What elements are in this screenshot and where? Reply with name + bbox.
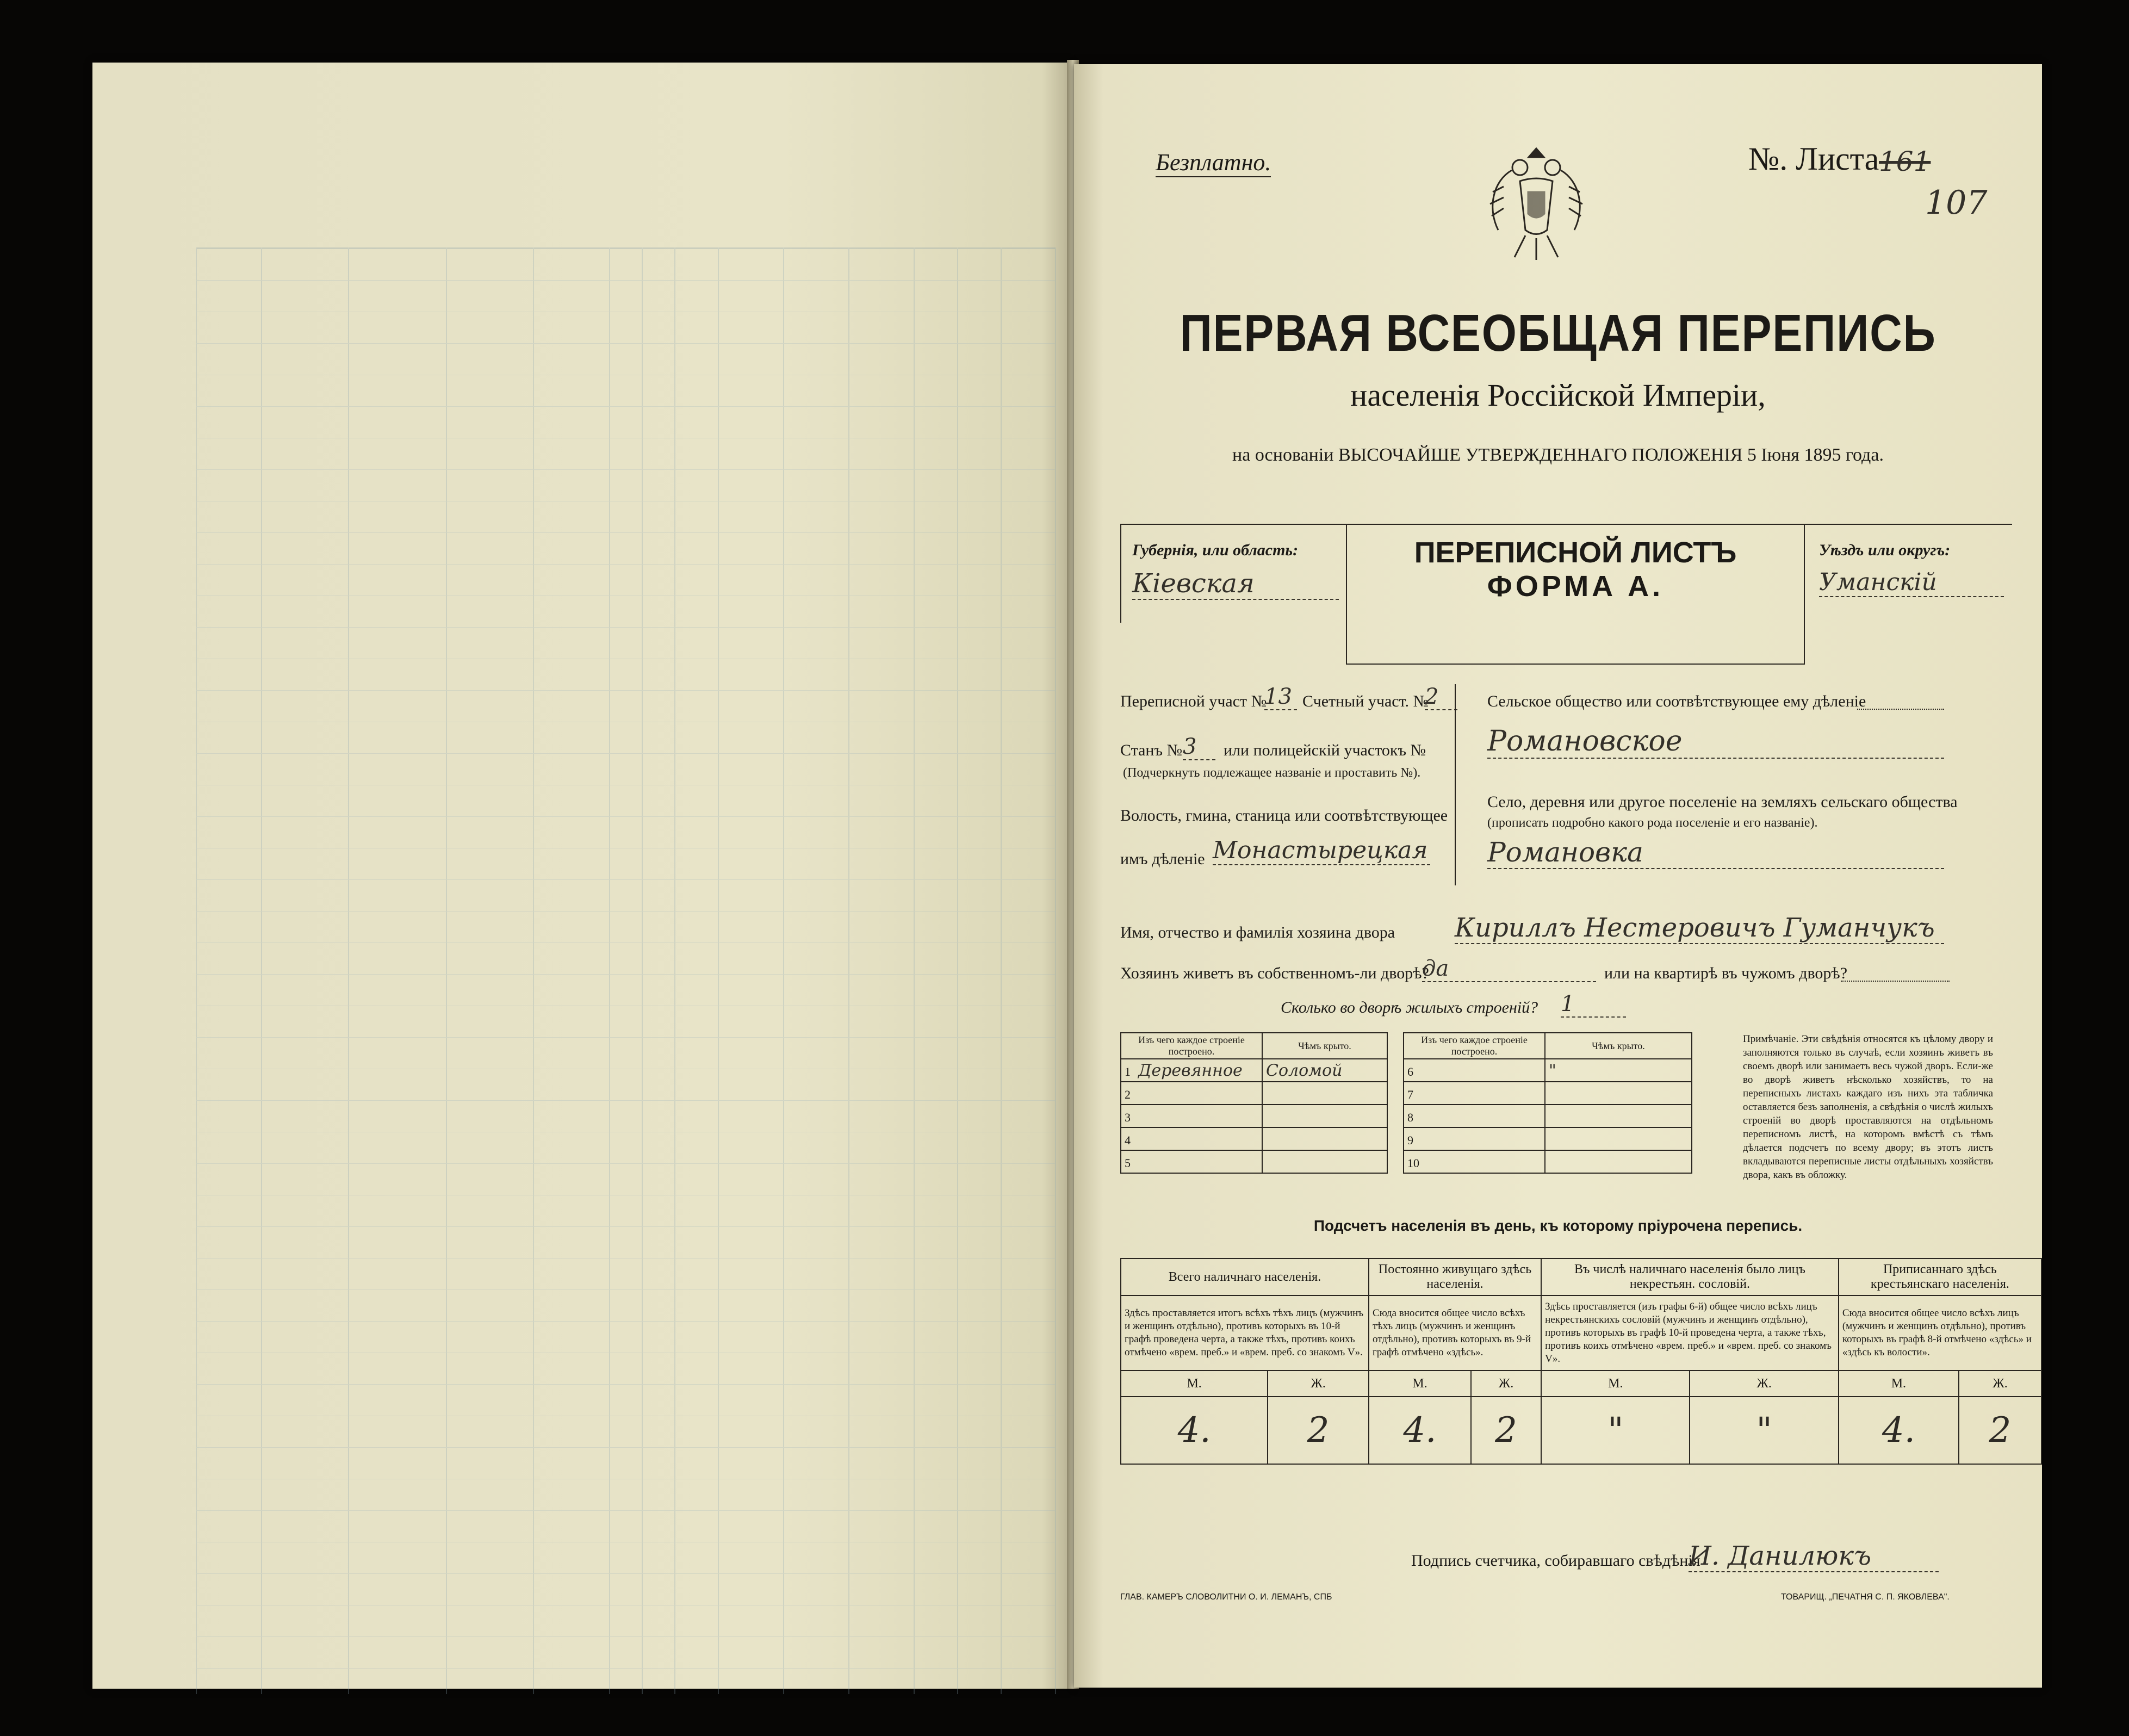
structure-row (1121, 1127, 1692, 1150)
own-yard-label: Хозяинъ живетъ въ собственномъ-ли дворѣ? (1120, 964, 1429, 982)
structure-built-value: Деревянное (1138, 1061, 1243, 1080)
structure-row (1121, 1105, 1692, 1127)
male-header: М. (1839, 1371, 1959, 1397)
rent-line (1841, 981, 1950, 982)
sheet-number-struck: 161 (1879, 146, 1931, 177)
buildings-label: Сколько во дворѣ жилыхъ строеній? (1281, 999, 1538, 1016)
structure-built-cell (1121, 1059, 1262, 1082)
ghost-row-line (196, 564, 1055, 565)
ghost-column-line (196, 247, 197, 1694)
ghost-column-line (642, 247, 643, 1694)
ghost-row-line (196, 1163, 1055, 1164)
signature-label: Подпись счетчика, собиравшаго свѣдѣнія (1411, 1552, 1700, 1570)
structure-number: 5 (1125, 1156, 1131, 1170)
structure-row (1121, 1059, 1692, 1082)
male-count: 4. (1839, 1397, 1959, 1464)
ghost-column-line (783, 247, 784, 1694)
ghost-row-line (196, 280, 1055, 281)
ghost-row-line (196, 1100, 1055, 1101)
structure-built-cell (1121, 1082, 1262, 1105)
rent-label: или на квартирѣ въ чужомъ дворѣ? (1604, 964, 1848, 982)
structure-roof-cell (1262, 1105, 1387, 1127)
census-subtitle: населенія Россійской Имперіи, (1350, 377, 1766, 413)
ghost-column-line (848, 247, 849, 1694)
footer-right: ТОВАРИЩ. „ПЕЧАТНЯ С. П. ЯКОВЛЕВА". (1781, 1592, 1950, 1602)
structure-built-cell (1121, 1127, 1262, 1150)
ghost-ruled-grid (196, 171, 1055, 1694)
population-col-desc: Здѣсь проставляется (изъ графы 6-й) общее число всѣхъ лицъ некрестьянскихъ сословій (мужчинъ и женщинъ отдѣльно), противъ которыхъ въ графѣ 10-й проведена черта, а также тѣхъ, противъ коихъ отмѣчено «врем. преб.» и «врем. преб. со знакомъ V». (1541, 1295, 1839, 1371)
structure-row (1121, 1082, 1692, 1105)
village-note: (прописать подробно какого рода поселеніе и его названіе). (1487, 816, 1818, 830)
structures-col-built: Изъ чего каждое строеніе построено. (1121, 1033, 1262, 1059)
volost-value: Монастырецкая (1213, 836, 1430, 865)
female-header: Ж. (1959, 1371, 2041, 1397)
structure-built-cell (1404, 1059, 1545, 1082)
structure-number: 2 (1125, 1087, 1131, 1101)
police-note: (Подчеркнуть подлежащее названіе и проставить №). (1123, 766, 1421, 780)
census-form-page (1074, 64, 2042, 1688)
population-col-head: Постоянно живущаго здѣсь населенія. (1369, 1258, 1541, 1295)
structure-built-cell (1404, 1105, 1545, 1127)
ghost-column-line (674, 247, 675, 1694)
structure-roof-cell (1545, 1127, 1692, 1150)
village-value: Романовка (1487, 836, 1944, 869)
form-box (1120, 524, 2012, 672)
structure-roof-value: " (1549, 1061, 1556, 1080)
structure-built-cell (1404, 1082, 1545, 1105)
ghost-row-line (196, 406, 1055, 407)
gubernia-value: Кіевская (1132, 568, 1339, 600)
ghost-column-line (957, 247, 958, 1694)
sheet-number-handwritten: 107 (1925, 184, 1988, 222)
ghost-row-line (196, 974, 1055, 975)
structure-number: 3 (1125, 1110, 1131, 1124)
sheet-number-label: №. Листа (1748, 141, 1879, 177)
structure-roof-cell (1262, 1127, 1387, 1150)
society-label-line (1857, 709, 1944, 710)
stan-label: Станъ № (1120, 741, 1183, 759)
structure-roof-cell (1545, 1059, 1692, 1082)
female-header: Ж. (1471, 1371, 1541, 1397)
structure-number: 4 (1125, 1133, 1131, 1147)
population-col-desc: Здѣсь проставляется итогъ всѣхъ тѣхъ лицъ (мужчинъ и женщинъ отдѣльно), противъ которыхъ въ 10-й графѣ проведена черта, а также тѣхъ, противъ коихъ отмѣчено «врем. преб.» и «врем. преб. со знакомъ V». (1121, 1295, 1369, 1371)
structure-number: 9 (1407, 1133, 1413, 1147)
ghost-row-line (196, 753, 1055, 754)
female-count: 2 (1268, 1397, 1369, 1464)
population-gender-row (1121, 1371, 2041, 1397)
population-col-head: Всего наличнаго населенія. (1121, 1258, 1369, 1295)
ghost-row-line (196, 1510, 1055, 1511)
structure-number: 6 (1407, 1064, 1413, 1078)
structure-roof-cell (1545, 1105, 1692, 1127)
male-count: " (1541, 1397, 1690, 1464)
census-district-label: Переписной участ № (1120, 692, 1267, 710)
ghost-row-line (196, 1668, 1055, 1669)
structure-roof-cell (1262, 1082, 1387, 1105)
structures-table (1120, 1032, 1692, 1174)
ghost-column-line (261, 247, 262, 1694)
population-header-row (1121, 1258, 2041, 1295)
uezd-label: Уѣздъ или округъ: (1819, 541, 1951, 559)
free-label: Безплатно. (1156, 148, 1271, 177)
society-label: Сельское общество или соотвѣтствующее ему дѣленіе (1487, 692, 1866, 710)
structure-number: 10 (1407, 1156, 1419, 1170)
structures-note: Примѣчаніе. Эти свѣдѣнія относятся къ цѣлому двору и заполняются только въ случаѣ, если хозяинъ живетъ въ своемъ дворѣ или занимаетъ весь чужой дворъ. Если-же во дворѣ живетъ нѣсколько хозяйствъ, то на переписныхъ листахъ каждаго изъ нихъ эта табличка оставляется безъ заполненія, а свѣдѣнія о числѣ жилыхъ строеній во дворѣ проставляются на отдѣльномъ переписномъ листѣ, на которомъ вмѣстѣ съ тѣмъ дѣлается подсчетъ по всему двору; въ этотъ листъ вкладываются переписные листы отдѣльныхъ хозяйствъ двора, какъ въ обложку. (1743, 1033, 1993, 1181)
ghost-row-line (196, 469, 1055, 470)
structures-gap (1387, 1059, 1404, 1082)
count-district-value: 2 (1425, 684, 1457, 710)
structure-number: 7 (1407, 1087, 1413, 1101)
ghost-column-line (718, 247, 719, 1694)
uezd-box (1803, 525, 2012, 623)
female-header: Ж. (1690, 1371, 1838, 1397)
female-count: 2 (1471, 1397, 1541, 1464)
ghost-row-line (196, 532, 1055, 533)
owner-value: Кириллъ Нестеровичъ Гуманчукъ (1455, 913, 1944, 944)
structures-gap (1387, 1033, 1404, 1059)
male-header: М. (1541, 1371, 1690, 1397)
structure-row (1121, 1150, 1692, 1173)
structure-built-cell (1404, 1150, 1545, 1173)
ghost-header-line (196, 247, 1055, 249)
structure-roof-value: Соломой (1266, 1061, 1343, 1080)
population-values-row (1121, 1397, 2041, 1464)
structures-body (1121, 1059, 1692, 1173)
ghost-row-line (196, 816, 1055, 817)
population-title: Подсчетъ населенія въ день, къ которому пріурочена перепись. (1313, 1217, 1803, 1234)
female-header: Ж. (1268, 1371, 1369, 1397)
form-subtitle: ФОРМА А. (1487, 570, 1664, 603)
buildings-value: 1 (1561, 991, 1626, 1018)
population-col-head: Приписаннаго здѣсь крестьянскаго населенія. (1839, 1258, 2041, 1295)
own-yard-value: да (1422, 956, 1596, 982)
form-title: ПЕРЕПИСНОЙ ЛИСТЪ (1414, 536, 1737, 569)
volost-label: Волость, гмина, станица или соотвѣтствующее (1120, 807, 1448, 824)
society-value: Романовское (1487, 725, 1944, 759)
ghost-column-line (1001, 247, 1002, 1694)
police-district-label: или полицейскій участокъ № (1224, 741, 1426, 759)
census-district-value: 13 (1264, 684, 1297, 710)
structures-gap (1387, 1105, 1404, 1127)
ghost-row-line (196, 1037, 1055, 1038)
ghost-row-line (196, 911, 1055, 912)
structure-built-cell (1121, 1105, 1262, 1127)
left-page (92, 63, 1071, 1689)
structures-gap (1387, 1150, 1404, 1173)
ghost-row-line (196, 1321, 1055, 1322)
uezd-value: Уманскій (1819, 568, 2004, 597)
ghost-row-line (196, 343, 1055, 344)
volost-label-2: имъ дѣленіе (1120, 850, 1205, 868)
male-count: 4. (1369, 1397, 1471, 1464)
stan-value: 3 (1183, 734, 1215, 760)
structures-gap (1387, 1127, 1404, 1150)
structures-col-roof: Чѣмъ крыто. (1262, 1033, 1387, 1059)
gubernia-label: Губернія, или область: (1132, 541, 1299, 559)
population-col-desc: Сюда вносится общее число всѣхъ лицъ (мужчинъ и женщинъ отдѣльно), противъ которыхъ въ графѣ 8-й отмѣчено «здѣсь» и «здѣсь къ волости». (1839, 1295, 2041, 1371)
female-count: 2 (1959, 1397, 2041, 1464)
male-header: М. (1121, 1371, 1268, 1397)
female-count: " (1690, 1397, 1838, 1464)
ghost-column-line (348, 247, 349, 1694)
population-col-desc: Сюда вносится общее число всѣхъ тѣхъ лицъ (мужчинъ и женщинъ отдѣльно), противъ которыхъ въ 9-й графѣ отмѣчено «здѣсь». (1369, 1295, 1541, 1371)
ghost-column-line (446, 247, 447, 1694)
count-district-label: Счетный участ. № (1302, 692, 1429, 710)
male-header: М. (1369, 1371, 1471, 1397)
owner-label: Имя, отчество и фамилія хозяина двора (1120, 923, 1395, 941)
structures-col-roof-2: Чѣмъ крыто. (1545, 1033, 1692, 1059)
ghost-row-line (196, 879, 1055, 880)
fields-divider (1455, 684, 1456, 885)
population-col-head: Въ числѣ наличнаго населенія было лицъ некрестьян. сословій. (1541, 1258, 1839, 1295)
ghost-column-line (1055, 247, 1056, 1694)
ghost-row-line (196, 1289, 1055, 1290)
census-basis: на основаніи ВЫСОЧАЙШЕ УТВЕРЖДЕННАГО ПОЛОЖЕНІЯ 5 Іюня 1895 года. (1232, 445, 1884, 465)
structure-roof-cell (1545, 1082, 1692, 1105)
ghost-column-line (914, 247, 915, 1694)
footer-left: ГЛАВ. КАМЕРЪ СЛОВОЛИТНИ О. И. ЛЕМАНЪ, СПБ (1120, 1592, 1332, 1602)
population-description-row (1121, 1295, 2041, 1371)
structure-number: 1 (1125, 1064, 1131, 1078)
male-count: 4. (1121, 1397, 1268, 1464)
ghost-row-line (196, 1573, 1055, 1574)
structure-built-cell (1121, 1150, 1262, 1173)
structures-gap (1387, 1082, 1404, 1105)
ghost-row-line (196, 690, 1055, 691)
ghost-row-line (196, 627, 1055, 628)
ghost-row-line (196, 1384, 1055, 1385)
structure-roof-cell (1262, 1059, 1387, 1082)
structure-roof-cell (1262, 1150, 1387, 1173)
gubernia-box (1120, 525, 1347, 623)
ghost-column-line (533, 247, 534, 1694)
ghost-row-line (196, 1447, 1055, 1448)
population-table-wrap (1120, 1258, 2042, 1465)
ghost-row-line (196, 1226, 1055, 1227)
structure-number: 8 (1407, 1110, 1413, 1124)
form-title-box (1346, 525, 1805, 665)
ghost-row-line (196, 1636, 1055, 1637)
structure-built-cell (1404, 1127, 1545, 1150)
census-title: ПЕРВАЯ ВСЕОБЩАЯ ПЕРЕПИСЬ (1180, 304, 1936, 362)
village-label: Село, деревня или другое поселеніе на земляхъ сельскаго общества (1487, 793, 1958, 811)
imperial-eagle-emblem (1482, 138, 1591, 268)
structures-table-wrap (1120, 1032, 1692, 1174)
structure-roof-cell (1545, 1150, 1692, 1173)
structures-col-built-2: Изъ чего каждое строеніе построено. (1404, 1033, 1545, 1059)
population-table (1120, 1258, 2042, 1465)
signature-value: И. Данилюкъ (1689, 1541, 1939, 1572)
ghost-column-line (609, 247, 610, 1694)
